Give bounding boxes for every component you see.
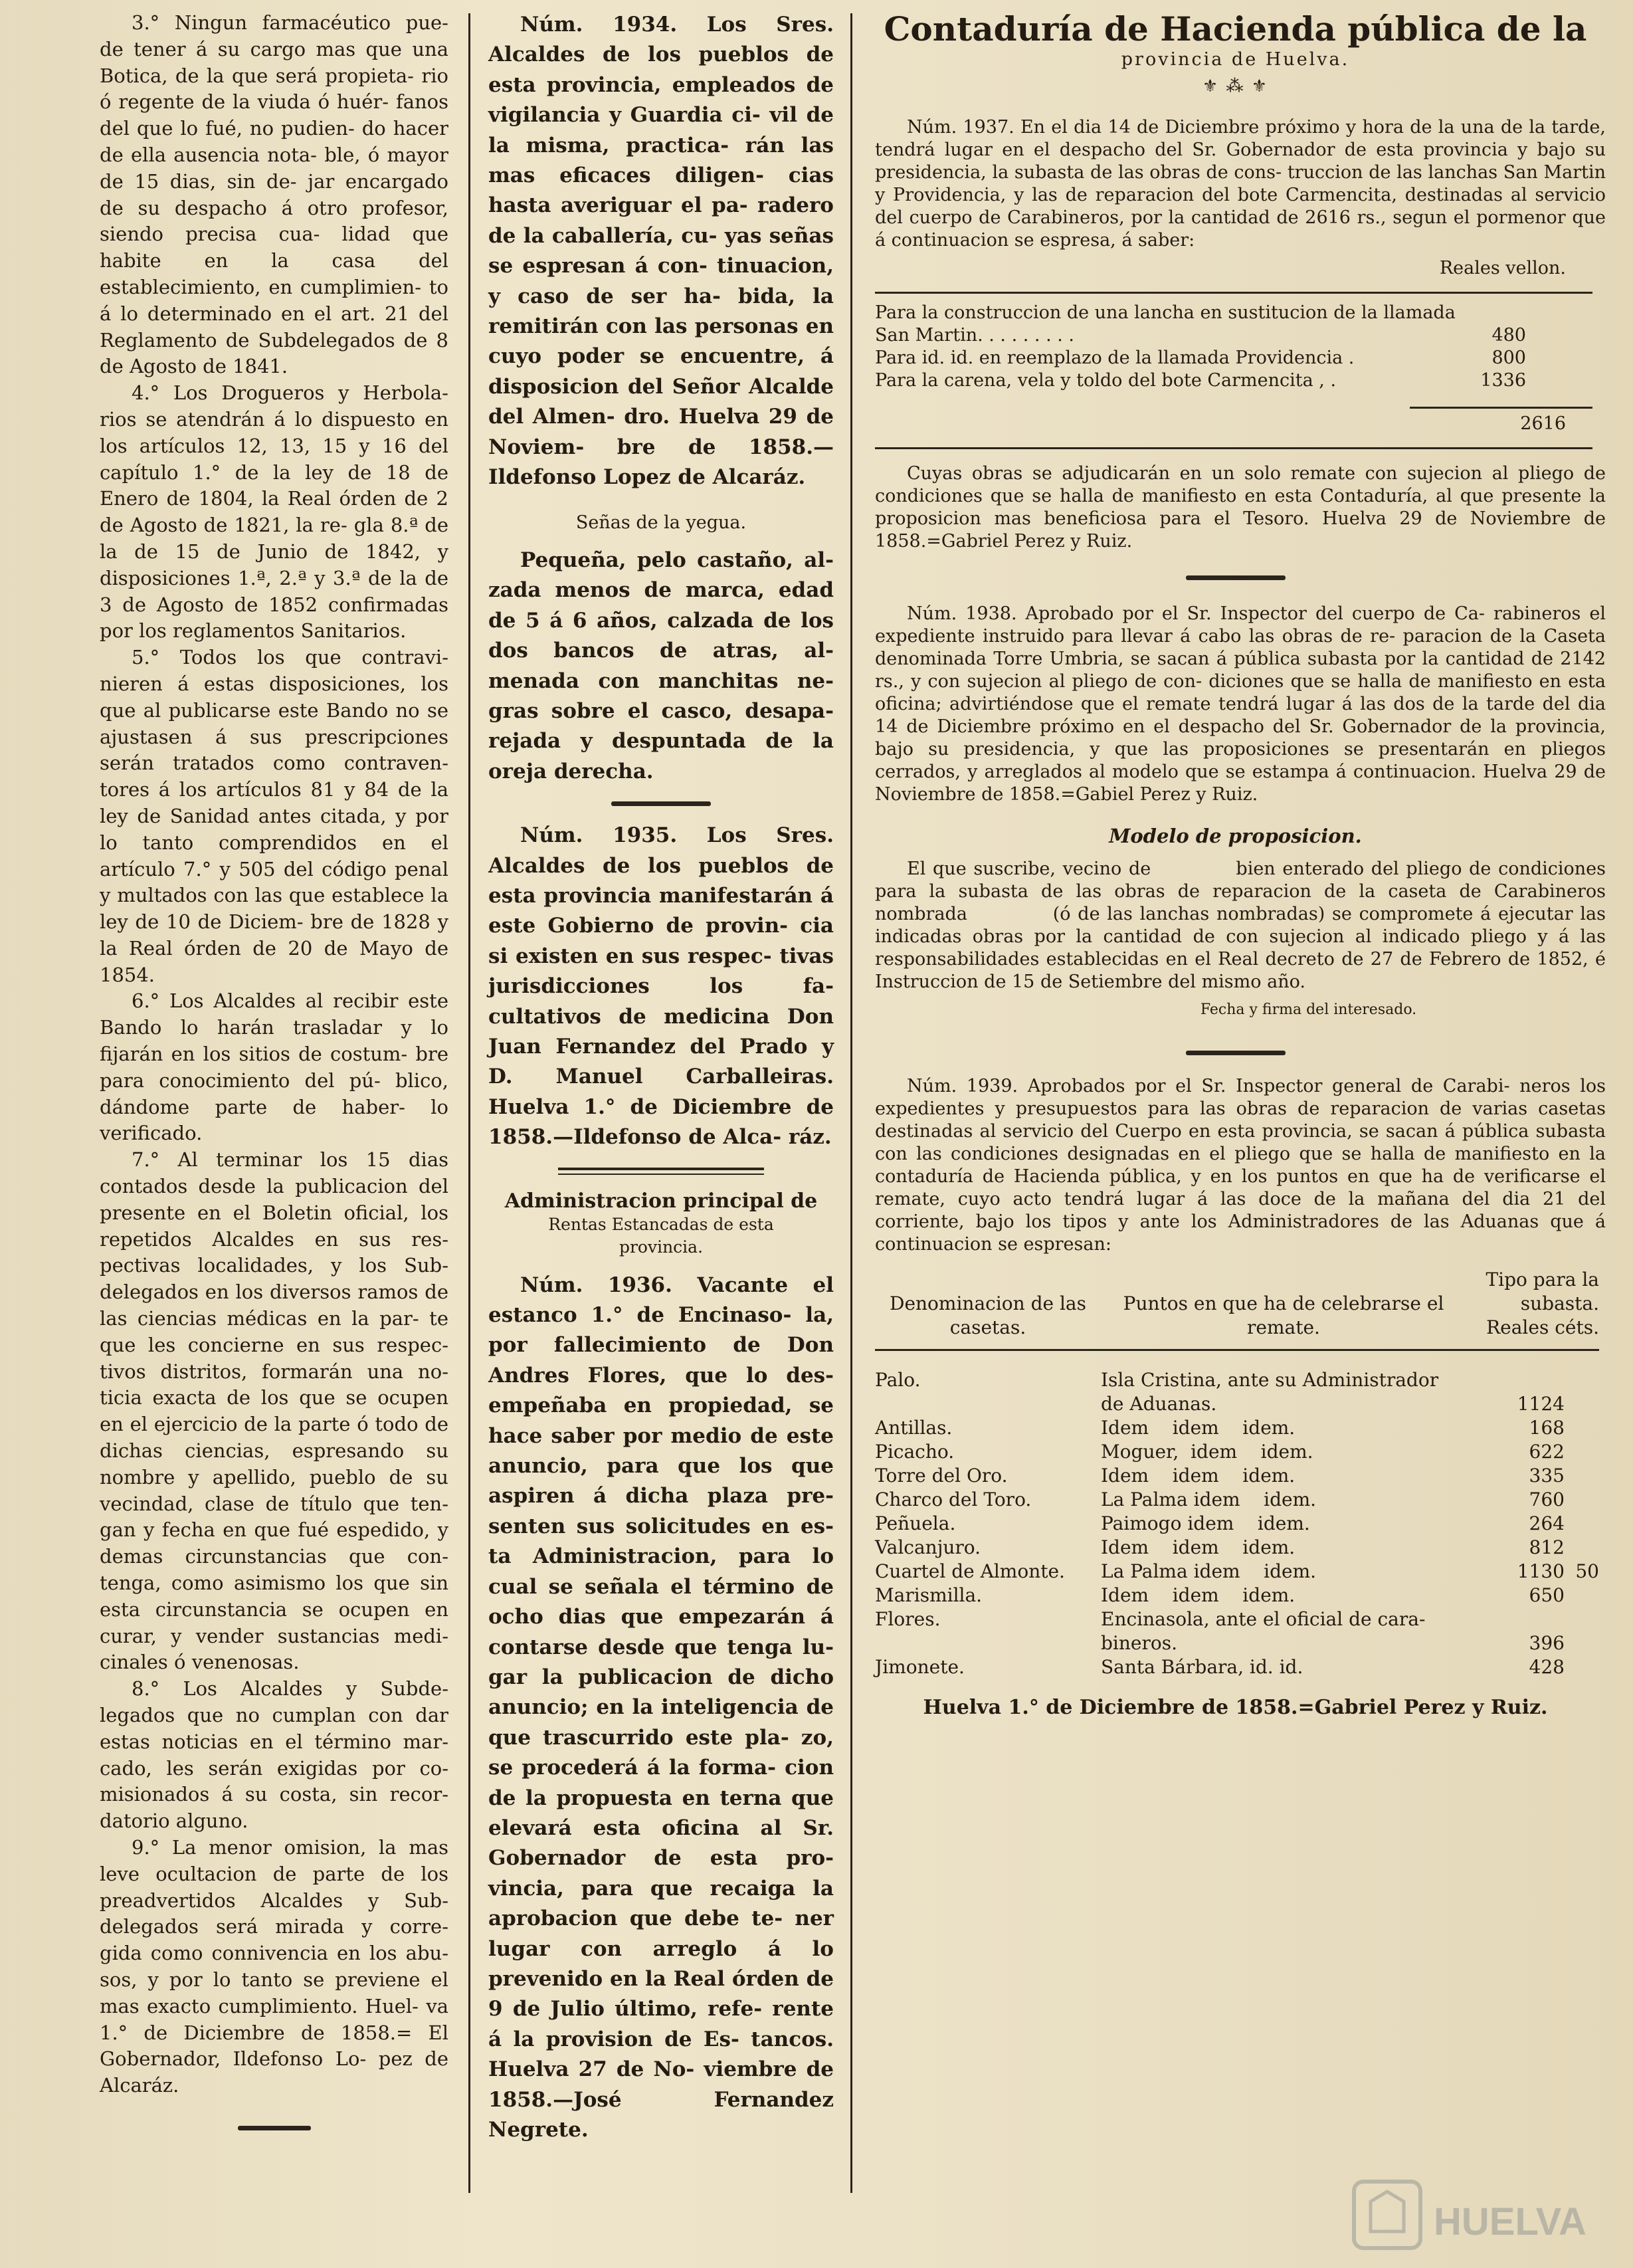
caseta-name: Antillas. bbox=[875, 1417, 953, 1439]
caseta-name: Valcanjuro. bbox=[875, 1536, 981, 1558]
reales-label: Reales vellon. bbox=[1439, 258, 1566, 278]
caseta-name: Cuartel de Almonte. bbox=[875, 1560, 1065, 1582]
caseta-cents: 50 bbox=[1575, 1560, 1599, 1582]
cost-value: 800 bbox=[1491, 348, 1526, 368]
cost-table bbox=[875, 302, 1566, 392]
column-2-notices bbox=[488, 10, 834, 2145]
caseta-name: Picacho. bbox=[875, 1441, 955, 1463]
caseta-place: La Palma idem idem. bbox=[1101, 1489, 1317, 1510]
caseta-place: Idem idem idem. bbox=[1101, 1417, 1296, 1439]
table-row bbox=[875, 1536, 1599, 1560]
after-1937: Cuyas obras se adjudicarán en un solo remate con sujecion al pliego de condiciones que se halla de manifiesto en esta Contaduría, al que presente la proposicion mas beneficiosa para el Tesoro. Huelva 29 de Noviembre de 1858.=Gabriel Perez y Ruiz. bbox=[875, 463, 1606, 552]
cost-row bbox=[875, 369, 1566, 392]
section-title: Contaduría de Hacienda pública de la bbox=[884, 9, 1587, 49]
caseta-value: 428 bbox=[1529, 1656, 1565, 1678]
cost-value: 1336 bbox=[1480, 370, 1526, 391]
article-4: 4.° Los Drogueros y Herbola- rios se atendrán á lo dispuesto en los artículos 12, 13, 15 y 16 del capítulo 1.° de la ley de 18 de Enero de 1804, la Real órden de 2 de Agosto de 1821, la re- gla 8.ª de la de 15 de Junio de 1842, y disposiciones 1.ª, 2.ª y 3.ª de la de 3 de Agosto de 1852 confirmadas por los reglamentos Sanitarios. bbox=[100, 381, 448, 643]
cost-row bbox=[875, 347, 1566, 369]
article-7: 7.° Al terminar los 15 dias contados desde la publicacion del presente en el Boletin oficial, los repetidos Alcaldes en sus res- pectivas localidades, y los Sub- delegados en los diversos ramos de las ciencias médicas en la par- te que les concierne en sus respec- tivos distritos, formarán una no- ticia exacta de los que se ocupen en el ejercicio de la parte ó todo de dichas ciencias, espresando su nombre y apellido, pueblo de su vecindad, clase de título que ten- gan y fecha en que fué espedido, y demas circunstancias que con- tenga, como asimismo los que sin esta circunstancia se ocupen en curar, y vender sustancias medi- cinales ó venenosas. bbox=[100, 1148, 448, 1674]
table-rule bbox=[875, 292, 1592, 294]
caseta-name: Torre del Oro. bbox=[875, 1465, 1008, 1487]
caseta-place: Isla Cristina, ante su Administrador de Aduanas. bbox=[1101, 1369, 1439, 1415]
casetas-table bbox=[875, 1268, 1599, 1679]
table-row bbox=[875, 1488, 1599, 1512]
notice-1934: Núm. 1934. Los Sres. Alcaldes de los pueblos de esta provincia, empleados de vigilancia y Guardia ci- vil de la misma, practica- rán las mas eficaces diligen- cias hasta averiguar el pa- radero de la caballería, cu- yas señas se espresan á con- tinuacion, y caso de ser ha- bida, la remitirán con las personas en cuyo poder se encuentre, á disposicion del Señor Alcalde del Almen- dro. Huelva 29 de Noviem- bre de 1858.—Ildefonso Lopez de Alcaráz. bbox=[488, 13, 834, 490]
caseta-name: Peñuela. bbox=[875, 1512, 956, 1534]
caseta-value: 168 bbox=[1529, 1417, 1565, 1439]
section-separator bbox=[558, 1168, 764, 1175]
cost-row bbox=[875, 302, 1566, 347]
table-header bbox=[875, 1268, 1599, 1350]
article-5: 5.° Todos los que contravi- nieren á estas disposiciones, los que al publicarse este Bando no se ajustasen á sus prescripciones serán tratados como contraven- tores á los artículos 81 y 84 de la ley de Sanidad antes citada, y por lo tanto comprendidos en el artículo 7.° y 505 del código penal y multados con las que establece la ley de 10 de Diciem- bre de 1828 y la Real órden de 20 de Mayo de 1854. bbox=[100, 646, 448, 986]
cost-item: Para la carena, vela y toldo del bote Carmencita , . bbox=[875, 370, 1337, 391]
section-separator bbox=[611, 801, 711, 806]
watermark-logo-icon bbox=[1347, 2175, 1613, 2255]
senas-text: Pequeña, pelo castaño, al- zada menos de marca, edad de 5 á 6 años, calzada de los dos bancos de atras, al- menada con manchitas ne- gras sobre el casco, desapa- rejada y despuntada de la oreja derecha. bbox=[488, 548, 834, 783]
caseta-place: Moguer, idem idem. bbox=[1101, 1441, 1313, 1463]
table-row bbox=[875, 1584, 1599, 1607]
table-row bbox=[875, 1512, 1599, 1536]
table-row bbox=[875, 1464, 1599, 1488]
caseta-name: Flores. bbox=[875, 1608, 941, 1630]
caseta-name: Marismilla. bbox=[875, 1584, 983, 1606]
caseta-value: 1130 bbox=[1517, 1560, 1565, 1582]
caseta-value: 396 bbox=[1529, 1632, 1565, 1654]
modelo-title: Modelo de proposicion. bbox=[1109, 825, 1362, 847]
article-8: 8.° Los Alcaldes y Subde- legados que no cumplan con dar estas noticias en el término mar- cado, les serán exigidas por co- misionados á su costa, sin recor- datorio alguno. bbox=[100, 1677, 448, 1833]
article-6: 6.° Los Alcaldes al recibir este Bando lo harán trasladar y lo fijarán en los sitios de costum- bre para conocimiento del pú- blico, dándome parte de haber- lo verificado. bbox=[100, 989, 448, 1145]
senas-title: Señas de la yegua. bbox=[575, 512, 747, 533]
table-row bbox=[875, 1655, 1599, 1679]
closing-signature: Huelva 1.° de Diciembre de 1858.=Gabriel Perez y Ruiz. bbox=[923, 1696, 1548, 1719]
notice-1939: Núm. 1939. Aprobados por el Sr. Inspector general de Carabi- neros los expedientes y presupuestos para las obras de reparacion de varias casetas destinadas al servicio del Cuerpo en esta provincia, se sacan á pública subasta con las condiciones designadas en el pliego que se halla de manifiesto en la contaduría de Hacienda pública, y en los puntos en que ha de verificarse el remate, cuyo acto tendrá lugar á las doce de la mañana del dia 21 del corriente, bajo los tipos y ante los Administradores de las Aduanas que á continuacion se espresan: bbox=[875, 1076, 1606, 1255]
caseta-place: Encinasola, ante el oficial de cara- bineros. bbox=[1101, 1608, 1426, 1654]
table-row bbox=[875, 1560, 1599, 1584]
table-row bbox=[875, 1607, 1599, 1655]
section-separator bbox=[238, 2126, 311, 2130]
admin-subtitle: Rentas Estancadas de esta provincia. bbox=[548, 1214, 774, 1257]
column-1-bando bbox=[100, 10, 448, 2145]
column-divider-right bbox=[850, 13, 852, 2193]
caseta-place: La Palma idem idem. bbox=[1101, 1560, 1317, 1582]
notice-1937: Núm. 1937. En el dia 14 de Diciembre próximo y hora de la una de la tarde, tendrá lugar en el despacho del Sr. Gobernador de esta provincia y bajo su presidencia, la subasta de las obras de cons- truccion de las lanchas San Martin y Providencia, y las de reparacion del bote Carmencita, destinadas al servicio del cuerpo de Carabineros, por la cantidad de 2616 rs., segun el pormenor que á continuacion se espresa, á saber: bbox=[875, 117, 1606, 251]
section-subtitle: provincia de Huelva. bbox=[1121, 49, 1350, 70]
notice-1936: Núm. 1936. Vacante el estanco 1.° de Encinaso- la, por fallecimiento de Don Andres Flores, que lo des- empeñaba en propiedad, se hace saber por medio de este anuncio, para que los que aspiren á dicha plaza pre- senten sus solicitudes en es- ta Administracion, para lo cual se señala el término de ocho dias que empezarán á contarse desde que tenga lu- gar la publicacion de dicho anuncio; en la inteligencia de que trascurrido este pla- zo, se procederá á la forma- cion de la propuesta en terna que elevará esta oficina al Sr. Gobernador de esta pro- vincia, para que recaiga la aprobacion que debe te- ner lugar con arreglo á lo prevenido en la Real órden de 9 de Julio último, refe- rente á la provision de Es- tancos. Huelva 27 de No- viembre de 1858.—José Fernandez Negrete. bbox=[488, 1273, 834, 2142]
ornament-icon: ⚜ ⁂ ⚜ bbox=[1202, 76, 1269, 96]
col-head-puntos: Puntos en que ha de celebrarse el remate. bbox=[1123, 1292, 1444, 1338]
column-divider-left bbox=[468, 13, 470, 2193]
header-rule-row bbox=[875, 1350, 1599, 1369]
article-9: 9.° La menor omision, la mas leve ocultacion de parte de los preadvertidos Alcaldes y Sub- delegados será mirada y corre- gida como connivencia en los abu- sos, y por lo tanto se previene el mas exacto cumplimiento. Huel- va 1.° de Diciembre de 1858.= El Gobernador, Ildefonso Lo- pez de Alcaráz. bbox=[100, 1835, 448, 2097]
caseta-place: Santa Bárbara, id. id. bbox=[1101, 1656, 1303, 1678]
caseta-value: 650 bbox=[1529, 1584, 1565, 1606]
col-head-casetas: Denominacion de las casetas. bbox=[890, 1292, 1086, 1338]
section-separator bbox=[1186, 1051, 1286, 1055]
caseta-value: 622 bbox=[1529, 1441, 1565, 1463]
section-separator bbox=[1186, 575, 1286, 580]
modelo-text: El que suscribe, vecino de bien enterado del pliego de condiciones para la subasta de las obras de reparacion de la caseta de Carabineros nombrada (ó de las lanchas nombradas) se compromete á ejecutar las indicadas obras por la cantidad de con sujecion al indicado pliego y á las responsabilidades establecidas en el Real decreto de 27 de Febrero de 1852, é Instruccion de 15 de Setiembre del mismo año. bbox=[875, 859, 1612, 992]
caseta-value: 812 bbox=[1529, 1536, 1565, 1558]
caseta-place: Idem idem idem. bbox=[1101, 1584, 1296, 1606]
cost-item: Para id. id. en reemplazo de la llamada Providencia . bbox=[875, 348, 1355, 368]
caseta-name: Jimonete. bbox=[875, 1656, 965, 1678]
total-rule bbox=[1410, 407, 1592, 409]
caseta-name: Charco del Toro. bbox=[875, 1489, 1032, 1510]
caseta-value: 1124 bbox=[1517, 1393, 1565, 1415]
caseta-place: Idem idem idem. bbox=[1101, 1536, 1296, 1558]
notice-1938: Núm. 1938. Aprobado por el Sr. Inspector del cuerpo de Ca- rabineros el expediente instruido para llevar á cabo las obras de re- paracion de la Caseta denominada Torre Umbria, se sacan á pública subasta por la cantidad de 2142 rs., y con sujecion al pliego de con- diciones que se halla de manifiesto en esta oficina; advirtiéndose que el remate tendrá lugar á las dos de la tarde del dia 14 de Diciembre próximo en el despacho del Sr. Gobernador de la provincia, bajo su presidencia, y que las proposiciones se presentarán en pliegos cerrados, y arreglados al modelo que se estampa á continuacion. Huelva 29 de Noviembre de 1858.=Gabiel Perez y Ruiz. bbox=[875, 603, 1606, 805]
table-row bbox=[875, 1368, 1599, 1416]
article-3: 3.° Ningun farmacéutico pue- de tener á su cargo mas que una Botica, de la que será propieta- rio ó regente de la viuda ó huér- fanos del que lo fué, no pudien- do hacer de ella ausencia nota- ble, ó mayor de 15 dias, sin de- jar encargado de su despacho á otro profesor, siendo precisa cua- lidad que habite en la casa del establecimiento, en cumplimien- to á lo determinado en el art. 21 del Reglamento de Subdelegados de 8 de Agosto de 1841. bbox=[100, 11, 448, 378]
cost-value: 480 bbox=[1491, 325, 1526, 346]
fecha-firma: Fecha y firma del interesado. bbox=[1200, 1001, 1417, 1018]
table-rule bbox=[875, 447, 1592, 449]
cost-item: Para la construccion de una lancha en sustitucion de la llamada San Martin. . . . . . . . . bbox=[875, 302, 1456, 346]
cost-total: 2616 bbox=[1520, 413, 1566, 434]
col-head-tipo: Tipo para la subasta. Reales céts. bbox=[1486, 1269, 1599, 1338]
caseta-name: Palo. bbox=[875, 1369, 921, 1391]
table-row bbox=[875, 1440, 1599, 1464]
table-row bbox=[875, 1416, 1599, 1440]
column-3-contaduria bbox=[865, 9, 1612, 1719]
watermark-text: HUELVA bbox=[1434, 2200, 1586, 2243]
caseta-value: 335 bbox=[1529, 1465, 1565, 1487]
caseta-value: 264 bbox=[1529, 1512, 1565, 1534]
notice-1935: Núm. 1935. Los Sres. Alcaldes de los pueblos de esta provincia manifestarán á este Gobierno de provin- cia si existen en sus respec- tivas jurisdicciones los fa- cultativos de medicina Don Juan Fernandez del Prado y D. Manuel Carballeiras. Huelva 1.° de Diciembre de 1858.—Ildefonso de Alca- ráz. bbox=[488, 823, 834, 1150]
caseta-place: Paimogo idem idem. bbox=[1101, 1512, 1310, 1534]
caseta-value: 760 bbox=[1529, 1489, 1565, 1510]
caseta-place: Idem idem idem. bbox=[1101, 1465, 1296, 1487]
admin-title: Administracion principal de bbox=[504, 1189, 818, 1213]
